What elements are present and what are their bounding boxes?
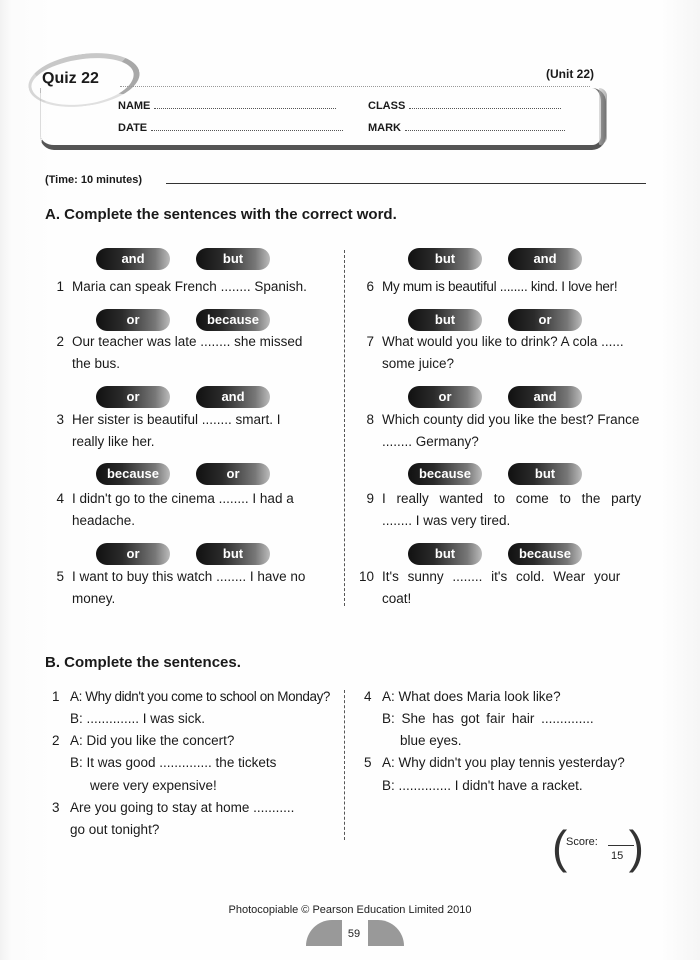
time-rule (166, 183, 646, 184)
score-denominator: 15 (611, 850, 624, 862)
page-number: 59 (347, 928, 361, 940)
question-b3-line-a: Are you going to stay at home ........... (70, 800, 295, 815)
name-blank[interactable] (154, 100, 336, 109)
question-b5-line-a: A: Why didn't you play tennis yesterday? (382, 755, 625, 770)
option-pill[interactable]: because (96, 463, 170, 485)
question-b1-num: 1 (52, 689, 60, 704)
option-pill[interactable]: but (408, 248, 482, 270)
option-pill[interactable]: or (96, 386, 170, 408)
option-pill[interactable]: or (196, 463, 270, 485)
options-row-7 (408, 309, 582, 331)
score-label: Score: (566, 836, 598, 848)
question-b2-line-a: A: Did you like the concert? (70, 733, 235, 748)
options-row-3 (96, 386, 270, 408)
unit-label: (Unit 22) (546, 67, 594, 81)
column-divider (344, 250, 345, 606)
copyright-footer: Photocopiable © Pearson Education Limited 2010 (228, 904, 472, 916)
options-row-1 (96, 248, 270, 270)
student-info-box (40, 88, 606, 150)
question-b5-num: 5 (364, 755, 372, 770)
question-b4-line-b: B: She has got fair hair .............. (382, 711, 594, 726)
option-pill[interactable]: or (96, 543, 170, 565)
options-row-6 (408, 248, 582, 270)
option-pill[interactable]: but (408, 309, 482, 331)
option-pill[interactable]: and (96, 248, 170, 270)
score-box (552, 821, 644, 874)
date-blank[interactable] (151, 122, 343, 131)
option-pill[interactable]: or (96, 309, 170, 331)
options-row-4 (96, 463, 270, 485)
date-field[interactable]: DATE (118, 122, 343, 134)
option-pill[interactable]: because (196, 309, 270, 331)
question-b4-line-c: blue eyes. (400, 733, 462, 748)
option-pill[interactable]: and (508, 248, 582, 270)
class-field[interactable]: CLASS (368, 100, 561, 112)
option-pill[interactable]: but (408, 543, 482, 565)
option-pill[interactable]: and (196, 386, 270, 408)
question-b2-line-c: were very expensive! (90, 778, 217, 793)
page-tab-right-decoration (368, 920, 404, 946)
option-pill[interactable]: or (408, 386, 482, 408)
class-blank[interactable] (409, 100, 561, 109)
mark-blank[interactable] (405, 122, 565, 131)
quiz-title: Quiz 22 (42, 70, 99, 87)
options-row-10 (408, 543, 582, 565)
option-pill[interactable]: but (508, 463, 582, 485)
option-pill[interactable]: because (508, 543, 582, 565)
column-divider (344, 690, 345, 840)
mark-field[interactable]: MARK (368, 122, 565, 134)
option-pill[interactable]: or (508, 309, 582, 331)
question-b2-num: 2 (52, 733, 60, 748)
question-b1-line-b: B: .............. I was sick. (70, 711, 206, 726)
question-b5-line-b: B: .............. I didn't have a racket. (382, 778, 583, 793)
option-pill[interactable]: and (508, 386, 582, 408)
page-tab-left-decoration (306, 920, 342, 946)
options-row-8 (408, 386, 582, 408)
paren-left: ( (552, 821, 568, 873)
header-dotted-rule (120, 86, 590, 87)
section-a-title: A. Complete the sentences with the correct word. (45, 206, 397, 223)
option-pill[interactable]: but (196, 543, 270, 565)
question-b4-num: 4 (364, 689, 372, 704)
options-row-5 (96, 543, 270, 565)
worksheet-page: Quiz 22 (Unit 22) NAME DATE CLASS MARK (Time: 10 minutes) A. Complete the sentences with the correct word. and but 1 Maria can speak French ........ Spanish. or because 2 Our teacher was late ........ she missed the bus. or and 3 Her sister is beautiful ........ smart. I really like her. because or 4 I didn't go to the cinema ........ I had a headache. or but 5 I want to buy this watch ........ I have no money. but and 6 My mum is beautiful ........ kind. I love her! but or 7 What would you like to drink? A cola ...... some juice? or and 8 Which county did you like the best? France ........ Germany? because but 9 I really wanted to come to the party ........ I was very tired. but because 10 It's sunny ........ it's cold. Wear your coat! B. Complete the sentences. 1 A: Why didn't you come to school on Monday? B: .............. I was sick. 2 A: Did you like the concert? B: It was good .............. the tickets were very expensive! 3 Are you going to stay at home ........... go out tonight? 4 A: What does Maria look like? B: She has got fair hair .............. blue eyes. 5 A: Why didn't you play tennis yesterday? B: .............. I didn't have a racket. ( Score: 15 ) Photocopiable © Pearson Education Limited 2010 59 (0, 0, 700, 960)
option-pill[interactable]: because (408, 463, 482, 485)
question-b1-line-a: A: Why didn't you come to school on Monday? (70, 689, 331, 704)
time-limit: (Time: 10 minutes) (45, 174, 142, 186)
question-b3-num: 3 (52, 800, 60, 815)
name-field[interactable]: NAME (118, 100, 336, 112)
paren-right: ) (628, 821, 644, 873)
option-pill[interactable]: but (196, 248, 270, 270)
options-row-2 (96, 309, 270, 331)
question-b2-line-b: B: It was good .............. the tickets (70, 755, 277, 770)
options-row-9 (408, 463, 582, 485)
question-b4-line-a: A: What does Maria look like? (382, 689, 561, 704)
section-b-title: B. Complete the sentences. (45, 654, 241, 671)
question-b3-line-b: go out tonight? (70, 822, 160, 837)
